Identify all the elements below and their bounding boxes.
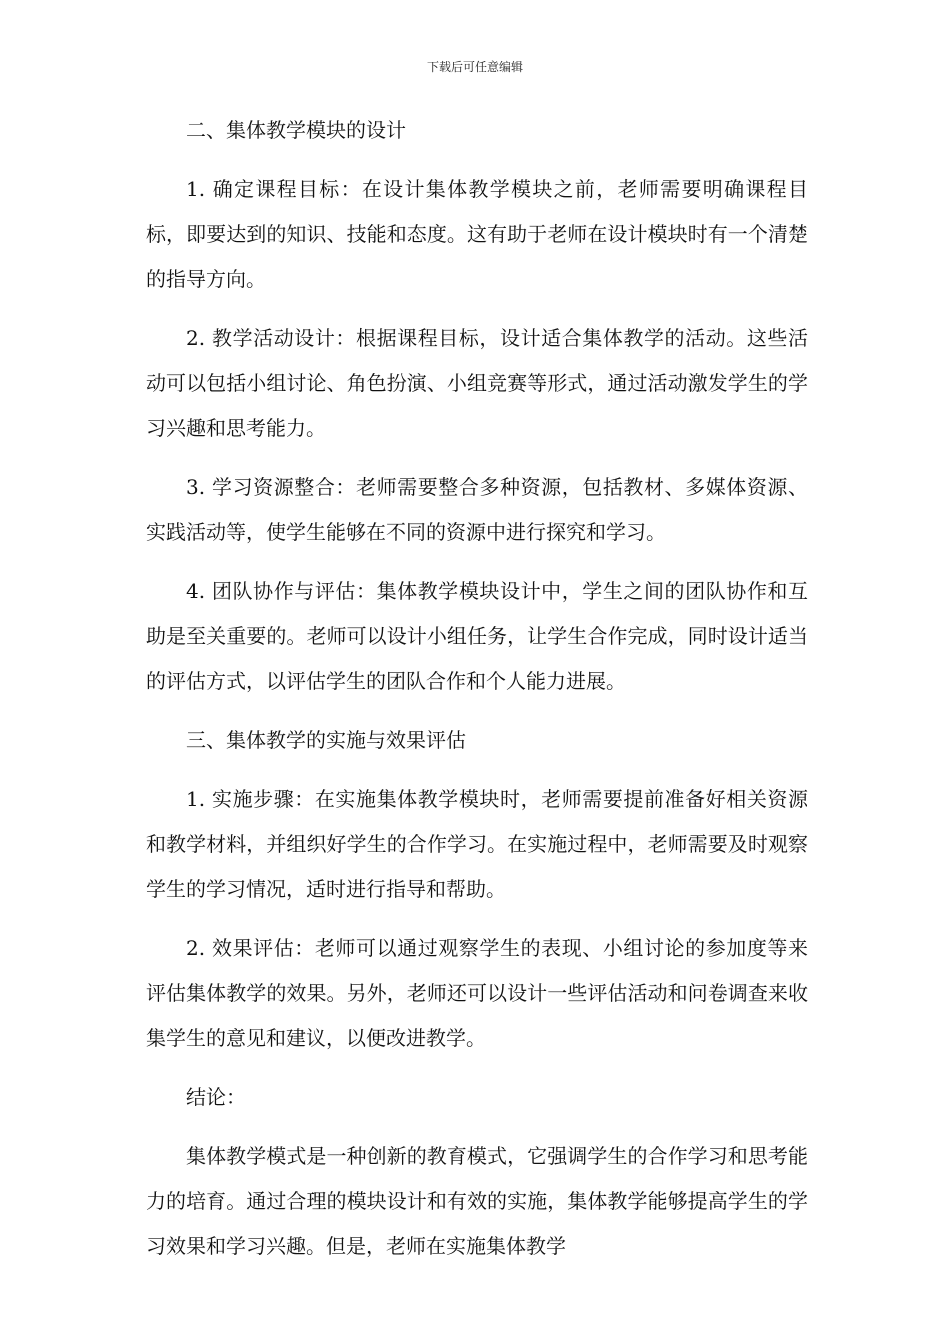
section-3-item-2: 2. 效果评估：老师可以通过观察学生的表现、小组讨论的参加度等来评估集体教学的效果。另外，老师还可以设计一些评估活动和问卷调查来收集学生的意见和建议，以便改进教学。 bbox=[146, 936, 808, 1050]
section-2-item-2: 2. 教学活动设计：根据课程目标，设计适合集体教学的活动。这些活动可以包括小组讨论、角色扮演、小组竞赛等形式，通过活动激发学生的学习兴趣和思考能力。 bbox=[146, 326, 808, 440]
section-3-heading: 三、集体教学的实施与效果评估 bbox=[186, 728, 466, 752]
conclusion-paragraph: 集体教学模式是一种创新的教育模式，它强调学生的合作学习和思考能力的培育。通过合理的模块设计和有效的实施，集体教学能够提高学生的学习效果和学习兴趣。但是，老师在实施集体教学 bbox=[146, 1144, 808, 1258]
conclusion-heading: 结论： bbox=[186, 1085, 246, 1109]
document-body bbox=[146, 108, 808, 1283]
section-2-item-4: 4. 团队协作与评估：集体教学模块设计中，学生之间的团队协作和互助是至关重要的。老师可以设计小组任务，让学生合作完成，同时设计适当的评估方式，以评估学生的团队合作和个人能力进展。 bbox=[146, 579, 808, 693]
section-3-item-1: 1. 实施步骤：在实施集体教学模块时，老师需要提前准备好相关资源和教学材料，并组织好学生的合作学习。在实施过程中，老师需要及时观察学生的学习情况，适时进行指导和帮助。 bbox=[146, 787, 808, 901]
section-2-item-1: 1. 确定课程目标：在设计集体教学模块之前，老师需要明确课程目标，即要达到的知识、技能和态度。这有助于老师在设计模块时有一个清楚的指导方向。 bbox=[146, 177, 808, 291]
header-note: 下载后可任意编辑 bbox=[426, 60, 523, 74]
section-2-item-3: 3. 学习资源整合：老师需要整合多种资源，包括教材、多媒体资源、实践活动等，使学生能够在不同的资源中进行探究和学习。 bbox=[146, 475, 808, 544]
section-2-heading: 二、集体教学模块的设计 bbox=[186, 118, 406, 142]
